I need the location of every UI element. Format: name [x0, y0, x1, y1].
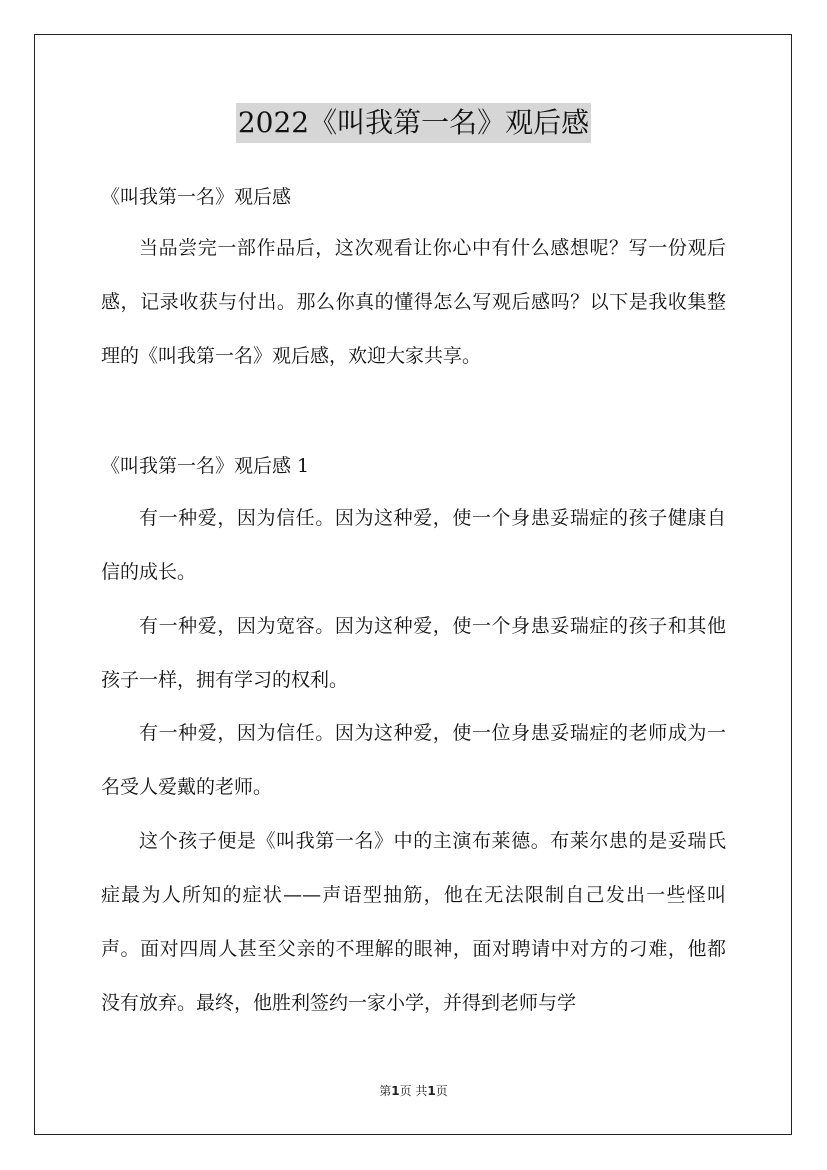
footer-page-number: 1: [391, 1084, 400, 1098]
body-paragraph-1: 有一种爱，因为信任。因为这种爱，使一个身患妥瑞症的孩子健康自信的成长。: [101, 507, 726, 583]
footer-page-total: 1: [427, 1084, 436, 1098]
intro-heading: 《叫我第一名》观后感: [101, 186, 292, 208]
page-footer: [0, 1082, 827, 1099]
footer-prefix: 第: [379, 1084, 392, 1098]
body-paragraph-3: 有一种爱，因为信任。因为这种爱，使一位身患妥瑞症的老师成为一名受人爱戴的老师。: [101, 722, 726, 798]
footer-suffix: 页: [435, 1084, 448, 1098]
footer-mid: 页 共: [399, 1084, 428, 1098]
body-paragraph-2: 有一种爱，因为宽容。因为这种爱，使一个身患妥瑞症的孩子和其他孩子一样，拥有学习的权利。: [101, 615, 726, 691]
section-heading: 《叫我第一名》观后感 1: [101, 455, 310, 477]
intro-paragraph: 当品尝完一部作品后，这次观看让你心中有什么感想呢？写一份观后感，记录收获与付出。那么你真的懂得怎么写观后感吗？以下是我收集整理的《叫我第一名》观后感，欢迎大家共享。: [101, 237, 726, 367]
document-title-text: 2022《叫我第一名》观后感: [236, 103, 591, 143]
document-title: [0, 102, 827, 143]
body-paragraph-4: 这个孩子便是《叫我第一名》中的主演布莱德。布莱尔患的是妥瑞氏症最为人所知的症状——声语型抽筋，他在无法限制自己发出一些怪叫声。面对四周人甚至父亲的不理解的眼神，面对聘请中对方的刁难，他都没有放弃。最终，他胜利签约一家小学，并得到老师与学: [101, 830, 726, 1014]
